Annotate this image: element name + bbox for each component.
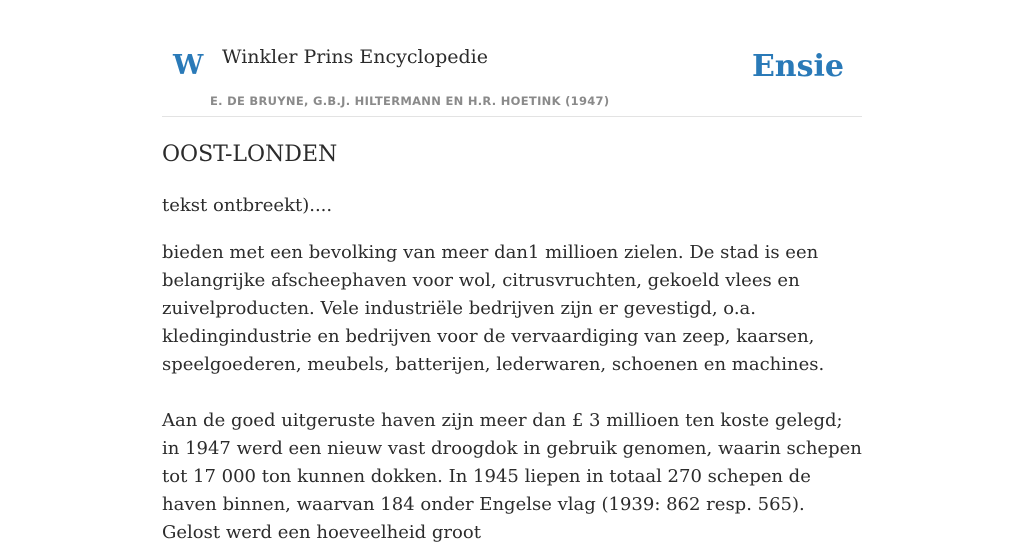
site-header (162, 0, 862, 117)
ensie-logo-link[interactable]: Ensie (751, 49, 844, 84)
encyclopedia-authors: E. DE BRUYNE, G.B.J. HILTERMANN EN H.R. HOETINK (1947) (210, 94, 610, 108)
article-body (162, 140, 862, 547)
page-title: OOST-LONDEN (162, 142, 338, 167)
article-paragraph: bieden met een bevolking van meer dan1 millioen zielen. De stad is een belangrijke afscheephaven voor wol, citrusvruchten, gekoeld vlees en zuivelproducten. Vele industriële bedrijven zijn er gevestigd, o.a. kledingindustrie en bedrijven voor de vervaardiging van zeep, kaarsen, speelgoederen, meubels, batterijen, lederwaren, schoenen en machines. (162, 242, 825, 375)
article-paragraph: Aan de goed uitgeruste haven zijn meer dan £ 3 millioen ten koste gelegd; in 1947 werd een nieuw vast droogdok in gebruik genomen, waarin schepen tot 17 000 ton kunnen dokken. In 1945 liepen in totaal 270 schepen de haven binnen, waarvan 184 onder Engelse vlag (1939: 862 resp. 565). Gelost werd een hoeveelheid groot (162, 410, 862, 543)
article-paragraph: tekst ontbreekt).... (162, 195, 333, 216)
winkler-prins-logo-icon[interactable]: W (173, 50, 204, 81)
encyclopedia-title-link[interactable]: Winkler Prins Encyclopedie (222, 46, 488, 68)
